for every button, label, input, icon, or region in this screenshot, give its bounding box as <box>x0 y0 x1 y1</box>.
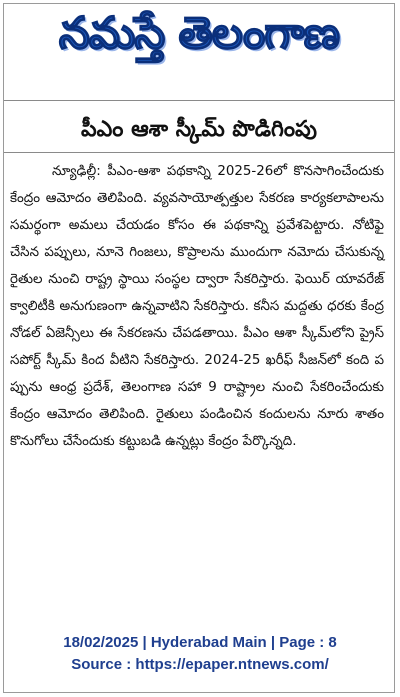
headline-top-rule <box>4 100 394 101</box>
footer-source: Source : https://epaper.ntnews.com/ <box>71 656 329 673</box>
article-headline: పీఎం ఆశా స్కీమ్ పొడిగింపు <box>80 117 317 142</box>
footer-dateline: 18/02/2025 | Hyderabad Main | Page : 8 <box>63 634 337 651</box>
headline-bottom-rule <box>4 152 394 153</box>
newspaper-masthead: నమస్తే తెలంగాణ <box>58 8 340 59</box>
article-body: న్యూఢిల్లీ: పీఎం-ఆశా పథకాన్ని 2025-26లో కొనసాగించేందుకు కేంద్రం ఆమోదం తెలిపింది. వ్యవసాయోత్పత్తుల సేకరణ కార్యకలాపాలను సమర్థంగా అమలు చేయడం కోసం ఈ పథకాన్ని ప్రవేశపెట్టారు. నోటిఫై చేసిన పప్పులు, నూనె గింజలు, కొప్రాలను ముందుగా నమోదు చేసుకున్న రైతుల నుంచి రాష్ట్ర స్థాయి సంస్థల ద్వారా సేకరిస్తారు. ఫెయిర్ యావరేజ్ క్వాలిటీకి అనుగుణంగా ఉన్నవాటిని సేకరిస్తారు. కనీస మద్దతు ధరకు కేంద్ర నోడల్ ఏజెన్సీలు ఈ సేకరణను చేపడతాయి. పీఎం ఆశా స్కీమ్‌లోని ప్రైస్ సపోర్ట్ స్కీమ్ కింద వీటిని సేకరిస్తారు. 2024-25 ఖరీఫ్ సీజన్‌లో కంది పప్పును ఆంధ్ర ప్రదేశ్, తెలంగాణ సహా 9 రాష్ట్రాల నుంచి సేకరించేందుకు కేంద్రం ఆమోదం తెలిపింది. రైతులు పండించిన కందులను నూరు శాతం కొనుగోలు చేసేందుకు కట్టుబడి ఉన్నట్లు కేంద్రం పేర్కొన్నది. <box>10 164 384 449</box>
